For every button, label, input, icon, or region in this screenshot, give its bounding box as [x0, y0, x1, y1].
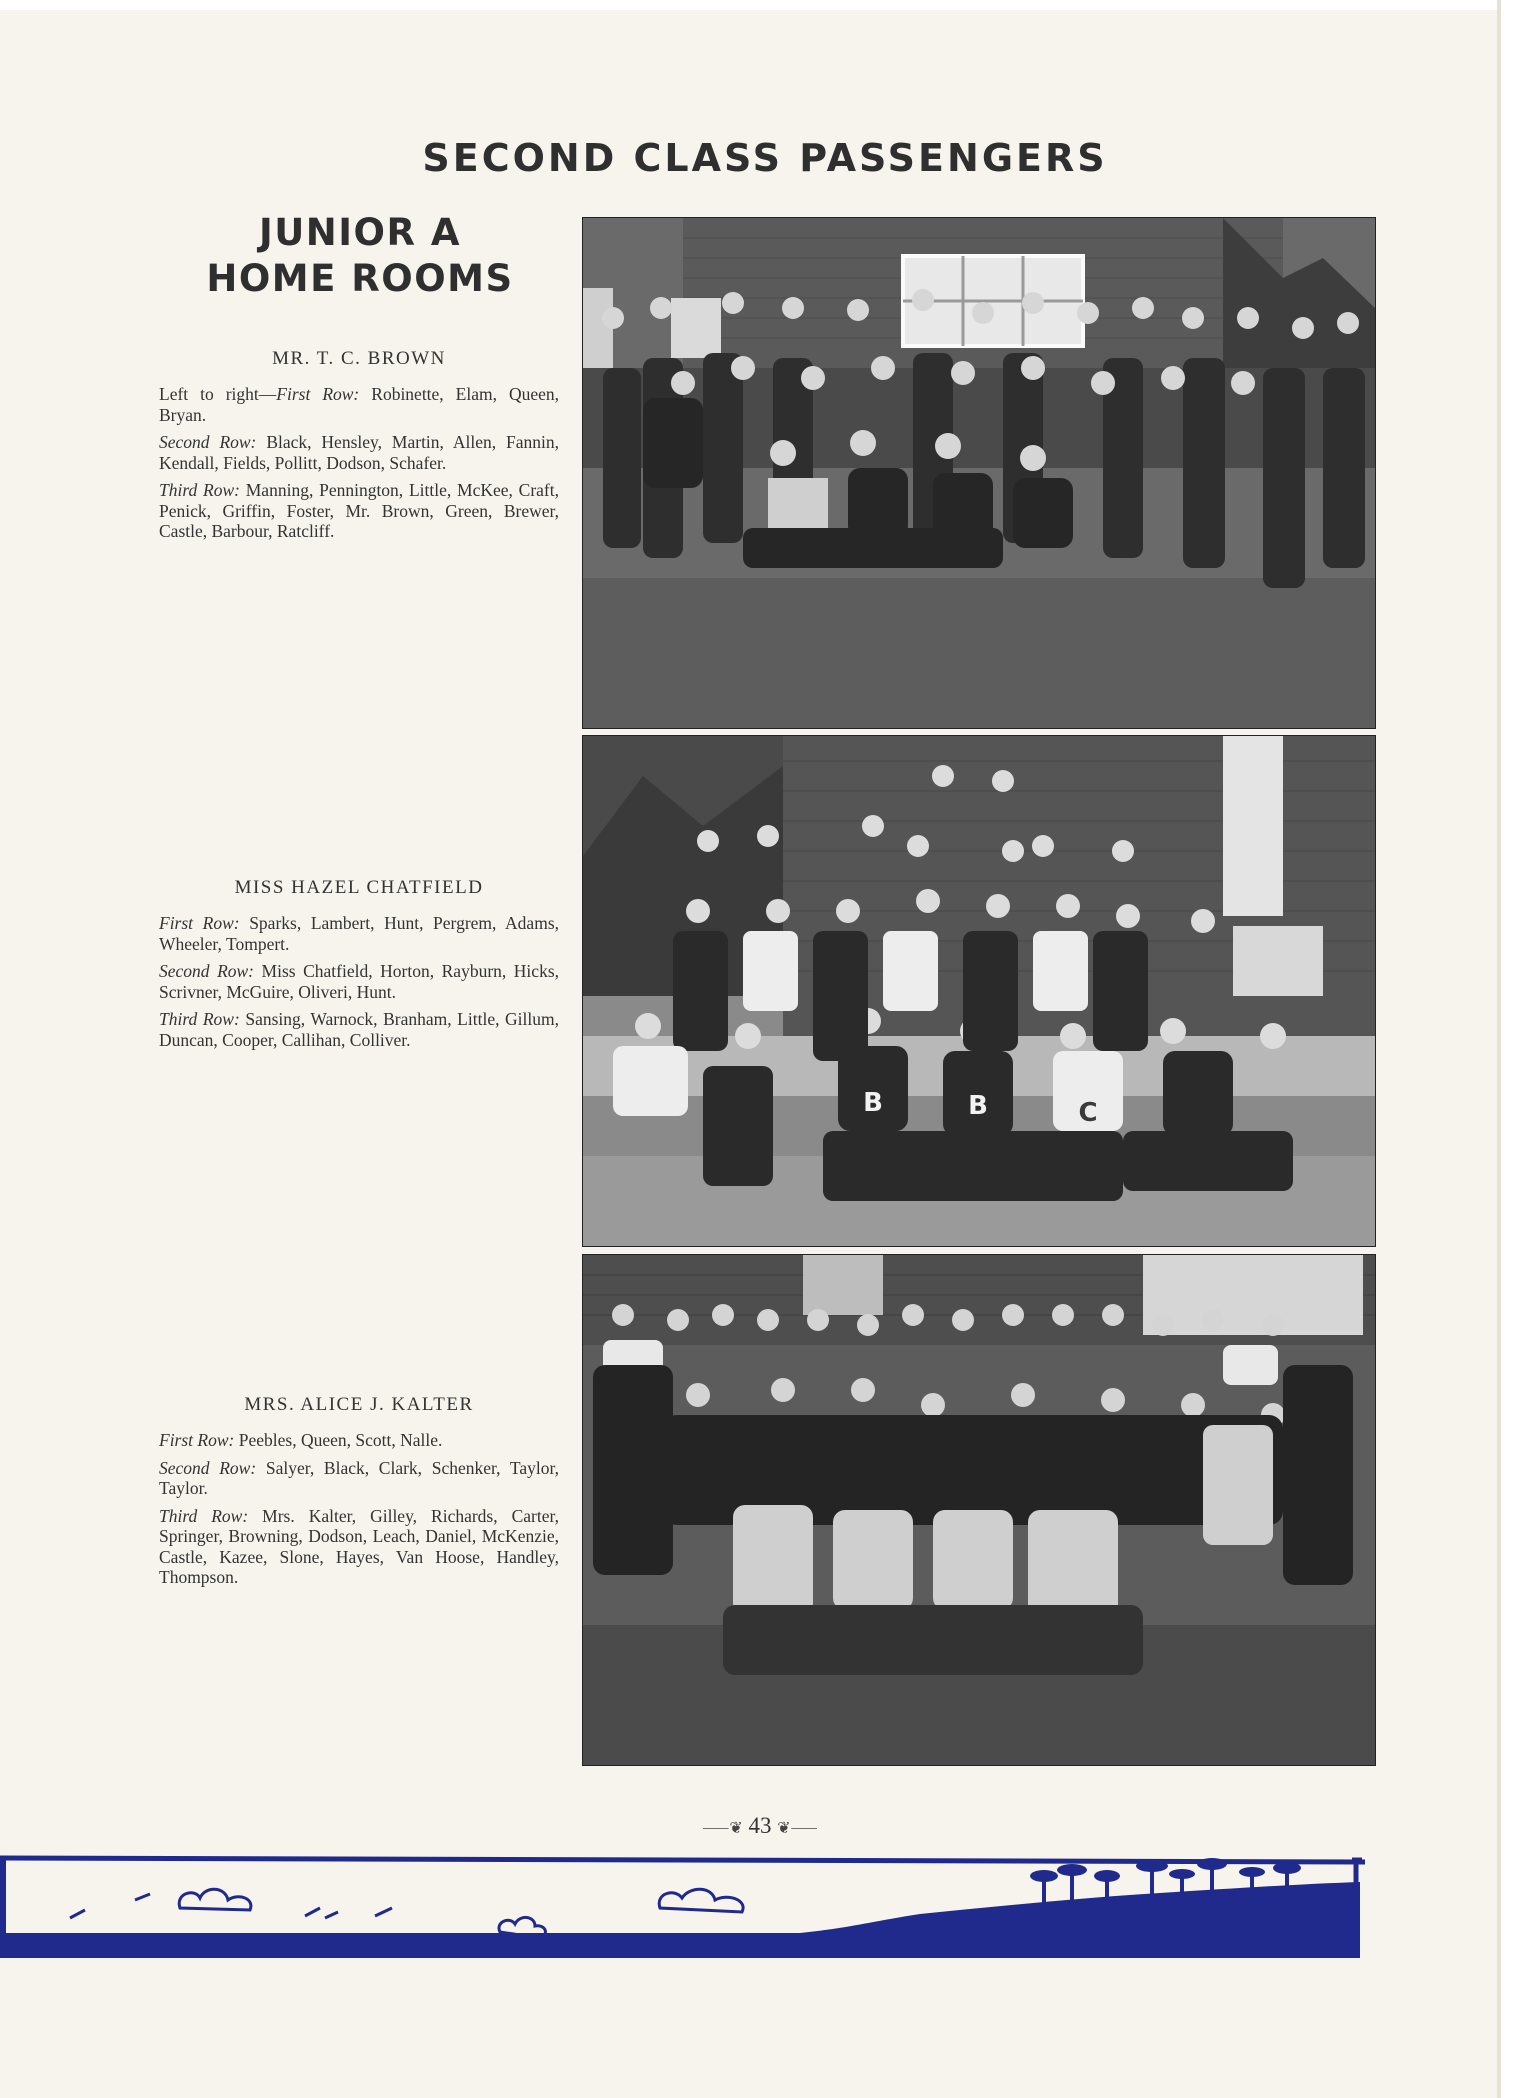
folio-ornament-right-icon: ❦⸺: [777, 1820, 818, 1837]
row-caption: [159, 432, 559, 473]
row-label: Second Row:: [159, 1457, 257, 1478]
row-caption: [159, 480, 559, 542]
teacher-name: MRS. ALICE J. KALTER: [244, 1394, 474, 1415]
row-names: Manning, Pennington, Little, McKee, Craft, Penick, Griffin, Foster, Mr. Brown, Green, Brewer, Castle, Barbour, Ratcliff.: [159, 480, 559, 541]
caption-block-chatfield: [159, 877, 559, 1057]
sweater-letter: C: [1078, 1098, 1098, 1128]
row-names: Black, Hensley, Martin, Allen, Fannin, Kendall, Fields, Pollitt, Dodson, Schafer.: [159, 432, 560, 473]
caption-block-kalter: [159, 1394, 559, 1595]
row-caption: [159, 1009, 559, 1050]
section-title: [160, 210, 560, 302]
scan-edge: [0, 0, 1537, 10]
row-label: Third Row:: [159, 1505, 249, 1526]
row-names: Sparks, Lambert, Hunt, Pergrem, Adams, Wheeler, Tompert.: [159, 913, 559, 954]
page-title: SECOND CLASS PASSENGERS: [422, 136, 1108, 180]
row-caption: [159, 384, 559, 425]
sweater-letter: B: [968, 1091, 988, 1121]
teacher-name: MISS HAZEL CHATFIELD: [234, 877, 484, 898]
caption-block-brown: [159, 348, 559, 549]
sweater-letter: B: [863, 1088, 883, 1118]
page-number: [680, 1813, 840, 1839]
row-label: Third Row:: [159, 480, 240, 500]
row-names: Peebles, Queen, Scott, Nalle.: [238, 1430, 443, 1450]
row-names: Sansing, Warnock, Branham, Little, Gillum, Duncan, Cooper, Callihan, Colliver.: [159, 1009, 559, 1050]
row-caption: [159, 913, 559, 954]
row-names: Salyer, Black, Clark, Schenker, Taylor, Taylor.: [159, 1457, 559, 1498]
row-caption: [159, 1458, 559, 1499]
row-label: Third Row:: [159, 1009, 240, 1029]
clouds-icon: [179, 1889, 743, 1938]
row-label: First Row:: [159, 1430, 235, 1450]
class-photo-chatfield: [582, 735, 1376, 1247]
decorative-landscape-band: [0, 1848, 1365, 1978]
photo-artwork: [583, 1255, 1375, 1765]
row-names: Mrs. Kalter, Gilley, Richards, Carter, Springer, Browning, Dodson, Leach, Daniel, McKenzie, Castle, Kazee, Slone, Hayes, Van Hoose, Handley, Thompson.: [159, 1505, 559, 1587]
scan-edge-right: [1501, 0, 1537, 2098]
row-label: Second Row:: [159, 432, 257, 452]
class-photo-brown: [582, 217, 1376, 729]
row-label: First Row:: [276, 384, 360, 404]
row-caption: [159, 961, 559, 1002]
class-photo-kalter: [582, 1254, 1376, 1766]
teacher-name: MR. T. C. BROWN: [272, 348, 446, 369]
photo-artwork: [583, 218, 1375, 728]
page-number-value: 43: [748, 1813, 772, 1838]
photo-artwork: [583, 736, 1375, 1246]
caption-lead: Left to right—: [159, 384, 277, 404]
section-title-line-2: HOME ROOMS: [206, 257, 514, 300]
row-names: Robinette, Elam, Queen, Bryan.: [159, 384, 560, 425]
row-names: Miss Chatfield, Horton, Rayburn, Hicks, Scrivner, McGuire, Oliveri, Hunt.: [159, 961, 559, 1002]
section-title-line-1: JUNIOR A: [258, 211, 461, 254]
row-caption: [159, 1506, 559, 1588]
row-label: First Row:: [159, 913, 240, 933]
row-label: Second Row:: [159, 961, 255, 981]
folio-ornament-left-icon: ⸺❦: [702, 1820, 743, 1837]
row-caption: [159, 1430, 559, 1451]
